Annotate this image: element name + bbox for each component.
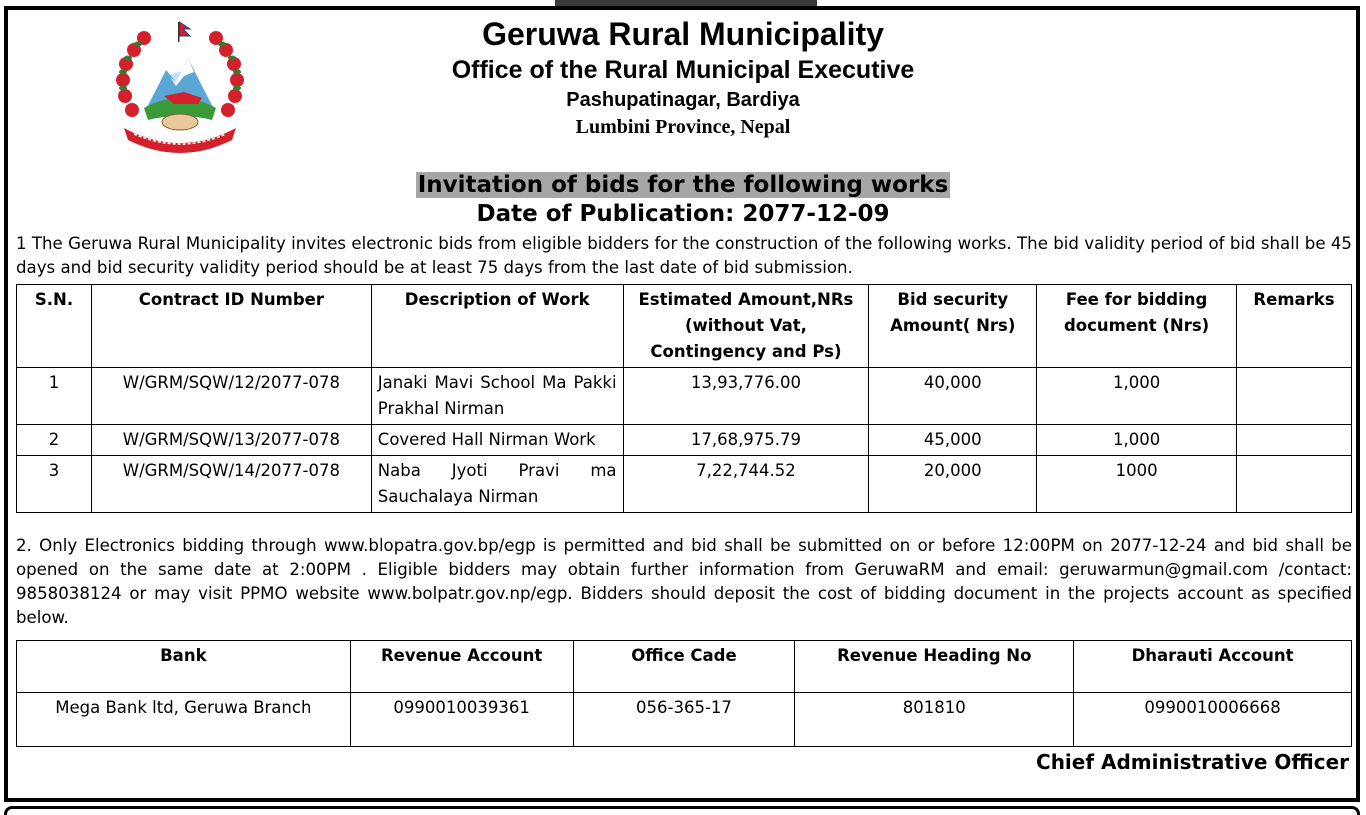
office-name: Office of the Rural Municipal Executive [451, 56, 915, 84]
cell-description: Naba Jyoti Pravi ma Sauchalaya Nirman [371, 456, 623, 513]
cell-bid-security: 45,000 [869, 425, 1037, 456]
table-row [17, 425, 1352, 456]
cell-estimated-amount: 17,68,975.79 [623, 425, 869, 456]
cell-fee: 1,000 [1037, 368, 1237, 425]
table-row [17, 368, 1352, 425]
header-fee: Fee for bidding document (Nrs) [1037, 285, 1237, 368]
header-remarks: Remarks [1237, 285, 1352, 368]
header-dharauti-account: Dharauti Account [1074, 641, 1352, 693]
cell-sn: 2 [17, 425, 92, 456]
bank-table [16, 640, 1352, 747]
cell-description: Janaki Mavi School Ma Pakki Prakhal Nirman [371, 368, 623, 425]
signature: Chief Administrative Officer [1036, 750, 1349, 774]
notice-title-text: Invitation of bids for the following works [417, 172, 949, 198]
cell-bank: Mega Bank ltd, Geruwa Branch [17, 693, 351, 747]
header-bid-security: Bid security Amount( Nrs) [869, 285, 1037, 368]
cell-fee: 1000 [1037, 456, 1237, 513]
cell-bid-security: 20,000 [869, 456, 1037, 513]
bank-table-header-row [17, 641, 1352, 693]
paragraph-1: 1 The Geruwa Rural Municipality invites electronic bids from eligible bidders for the construction of the following works. The bid validity period of bid shall be 45 days and bid security validity period should be at least 75 days from the last date of bid submission. [16, 234, 1352, 277]
works-table [16, 284, 1352, 513]
table-row [17, 456, 1352, 513]
cell-contract-id: W/GRM/SQW/13/2077-078 [91, 425, 371, 456]
works-table-header-row [17, 285, 1352, 368]
header-contract-id: Contract ID Number [91, 285, 371, 368]
cell-office-code: 056-365-17 [573, 693, 795, 747]
cell-contract-id: W/GRM/SQW/12/2077-078 [91, 368, 371, 425]
cell-remarks [1237, 456, 1352, 513]
cell-revenue-heading: 801810 [795, 693, 1074, 747]
table-row [17, 693, 1352, 747]
office-location: Pashupatinagar, Bardiya [566, 89, 800, 111]
province-name: Lumbini Province, Nepal [575, 116, 791, 138]
municipality-name: Geruwa Rural Municipality [482, 16, 884, 52]
cell-description: Covered Hall Nirman Work [371, 425, 623, 456]
cell-estimated-amount: 7,22,744.52 [623, 456, 869, 513]
bottom-border [4, 806, 1360, 815]
cell-fee: 1,000 [1037, 425, 1237, 456]
header-bank: Bank [17, 641, 351, 693]
cell-contract-id: W/GRM/SQW/14/2077-078 [91, 456, 371, 513]
cell-remarks [1237, 425, 1352, 456]
cell-sn: 3 [17, 456, 92, 513]
header-office-code: Office Cade [573, 641, 795, 693]
cell-sn: 1 [17, 368, 92, 425]
header-revenue-account: Revenue Account [350, 641, 573, 693]
header-revenue-heading: Revenue Heading No [795, 641, 1074, 693]
cell-dharauti-account: 0990010006668 [1074, 693, 1352, 747]
cell-bid-security: 40,000 [869, 368, 1037, 425]
paragraph-2: 2. Only Electronics bidding through www.blopatra.gov.bp/egp is permitted and bid shall be submitted on or before 12:00PM on 2077-12-24 and bid shall be opened on the same date at 2:00PM . Eligible bidders may obtain further information from GeruwaRM and email: geruwarmun@gmail.com /contact: 9858038124 or may visit PPMO website www.bolpatr.gov.np/egp. Bidders should deposit the cost of bidding document in the projects account as specified below. [16, 536, 1352, 627]
publication-date: Date of Publication: 2077-12-09 [476, 201, 890, 227]
header-sn: S.N. [17, 285, 92, 368]
cell-revenue-account: 0990010039361 [350, 693, 573, 747]
notice-title [0, 172, 1366, 198]
cell-remarks [1237, 368, 1352, 425]
header-description: Description of Work [371, 285, 623, 368]
cell-estimated-amount: 13,93,776.00 [623, 368, 869, 425]
header-estimated-amount: Estimated Amount,NRs (without Vat, Contingency and Ps) [623, 285, 869, 368]
